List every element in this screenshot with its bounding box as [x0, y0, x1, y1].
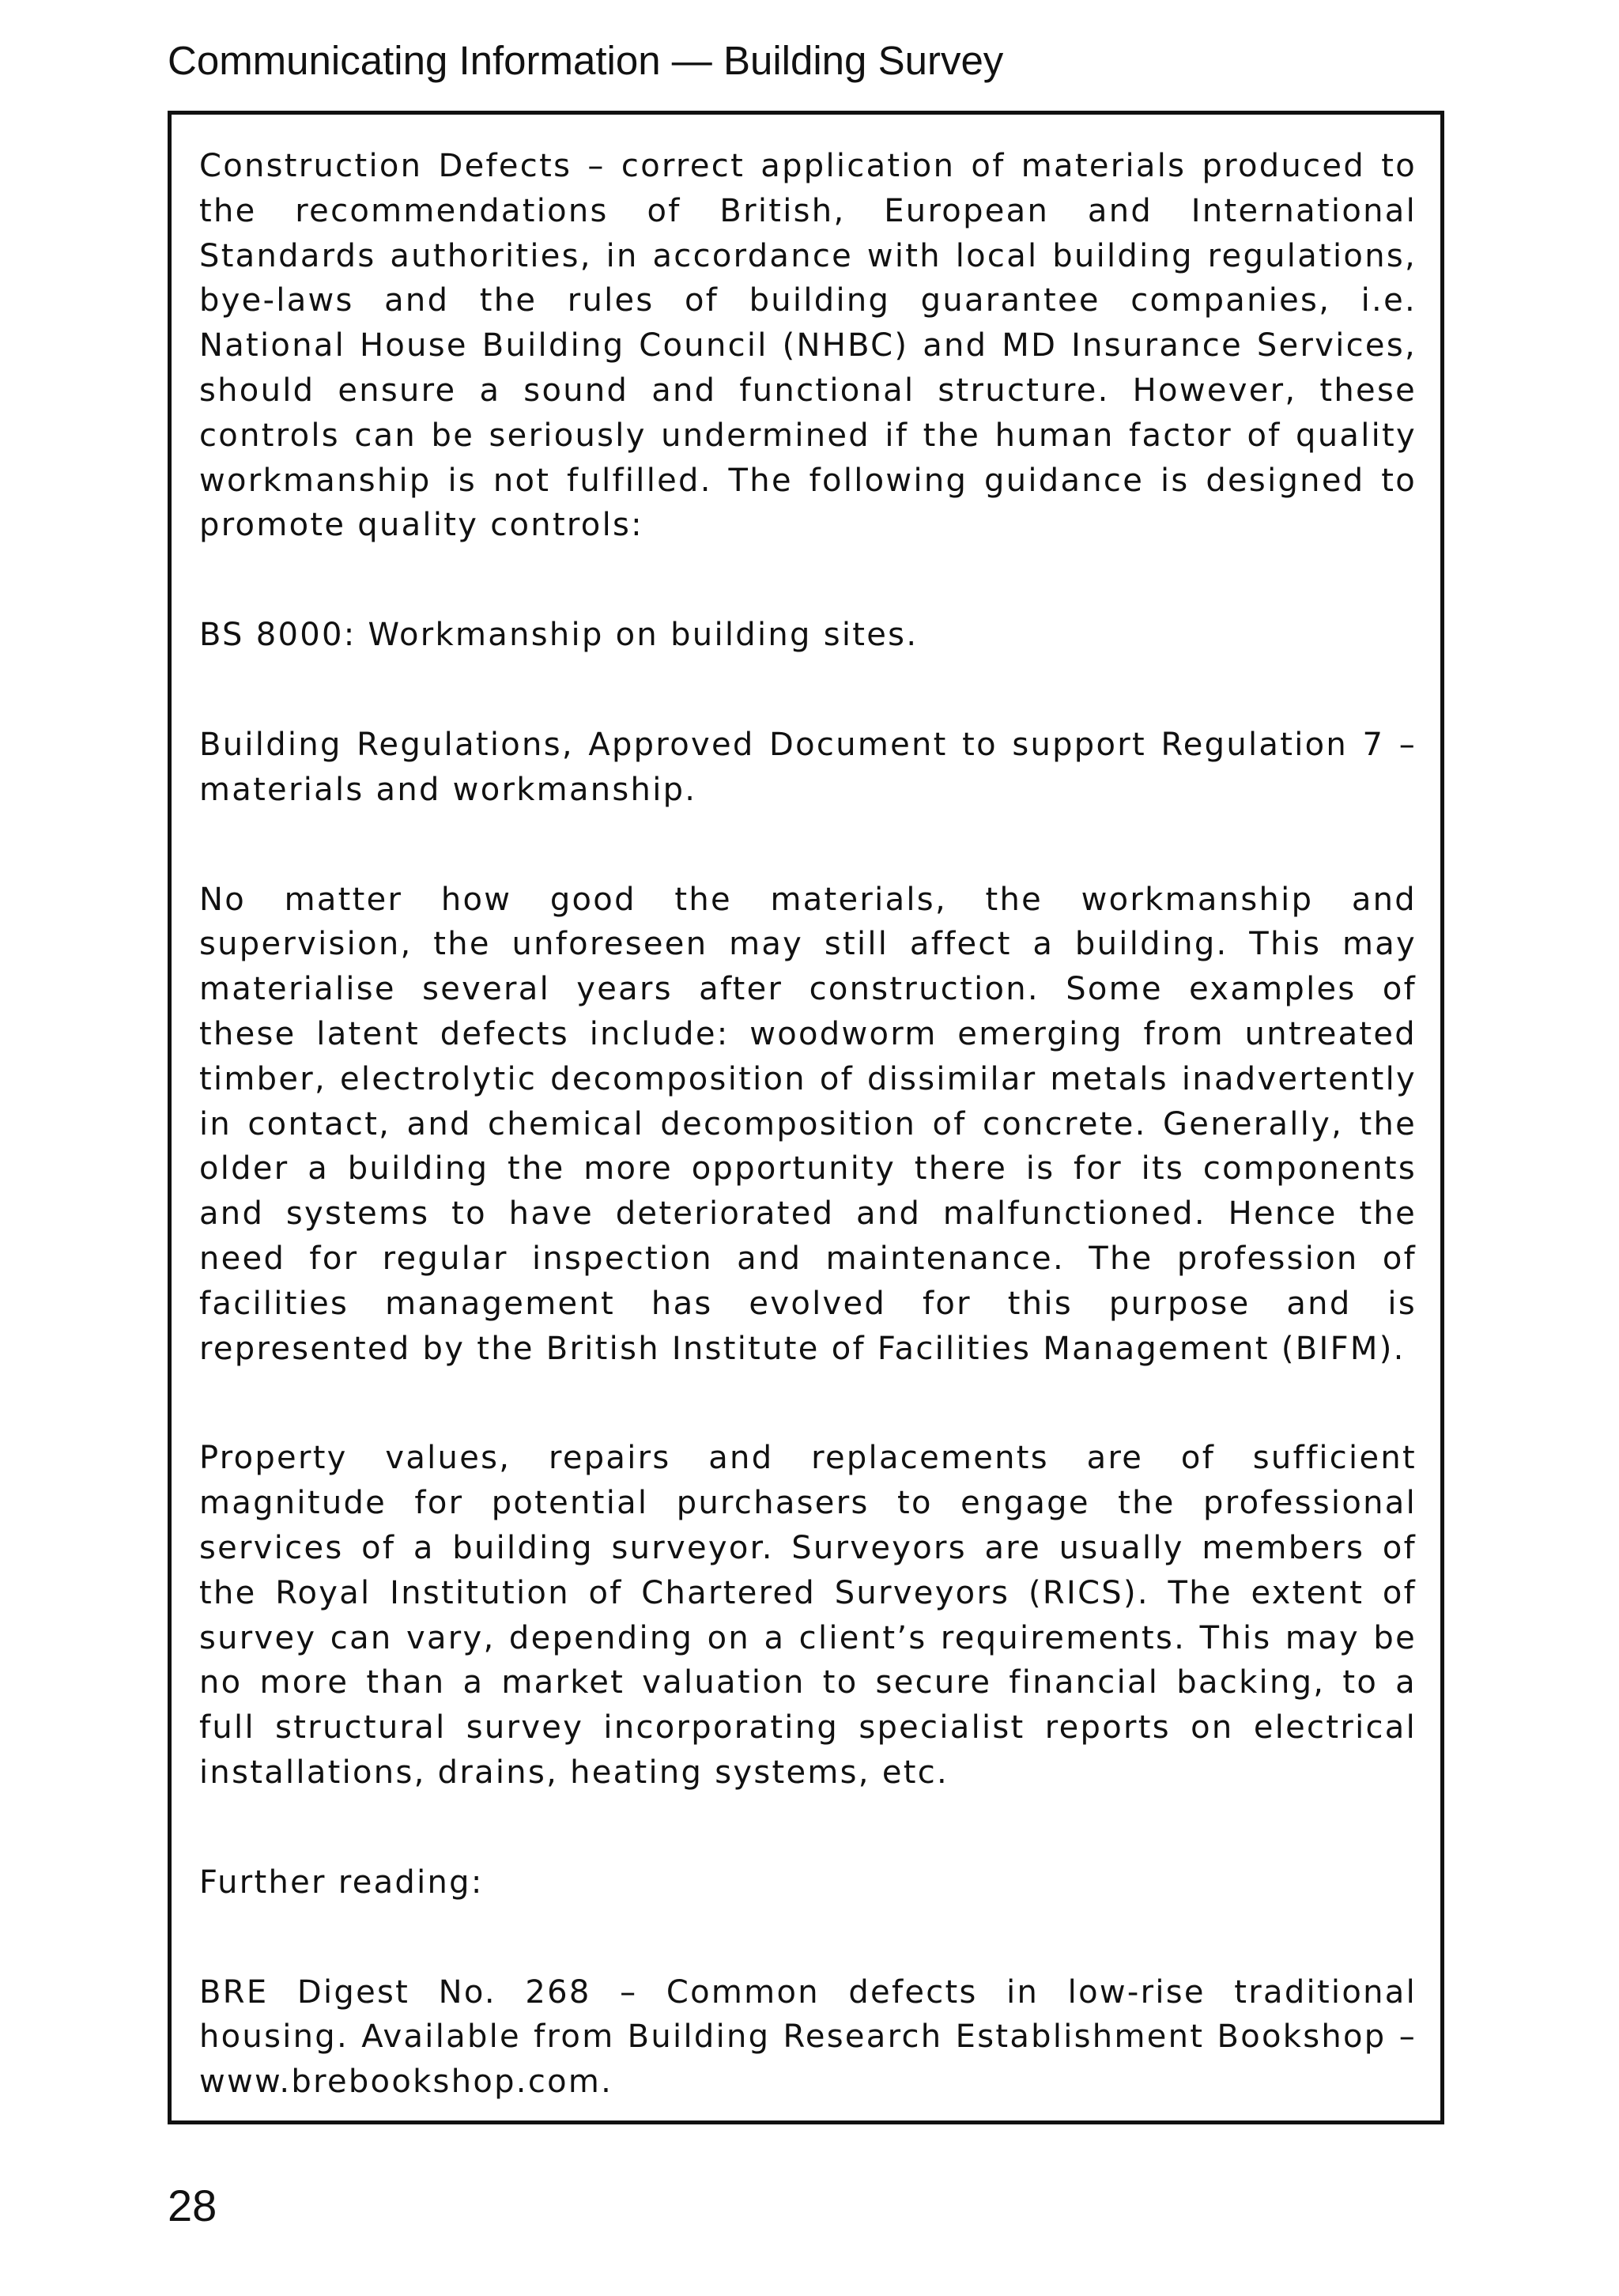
- running-header: Communicating Information — Building Survey: [168, 38, 1004, 83]
- further-reading-label: Further reading:: [199, 1864, 484, 1901]
- text-box-content: [199, 144, 1417, 2105]
- paragraph-latent-defects: No matter how good the materials, the workmanship and supervision, the unforeseen may still affect a building. This may materialise several years after construction. Some examples of these latent defects include: woodworm emerging from untreated timber, electrolytic decomposition of dissimilar metals inadvertently in contact, and chemical decomposition of concrete. Generally, the older a building the more opportunity there is for its components and systems to have deteriorated and malfunctioned. Hence the need for regular inspection and maintenance. The profession of facilities management has evolved for this purpose and is represented by the British Institute of Facilities Management (BIFM).: [199, 881, 1417, 1367]
- page-number: 28: [168, 2181, 217, 2230]
- paragraph-construction-defects: Construction Defects – correct application of materials produced to the recommendations of British, European and International Standards authorities, in accordance with local building regulations, bye-laws and the rules of building guarantee companies, i.e. National House Building Council (NHBC) and MD Insurance Services, should ensure a sound and functional structure. However, these controls can be seriously undermined if the human factor of quality workmanship is not fulfilled. The following guidance is designed to promote quality controls:: [199, 148, 1417, 544]
- paragraph-bs8000: BS 8000: Workmanship on building sites.: [199, 617, 919, 654]
- paragraph-building-regulations: Building Regulations, Approved Document to support Regulation 7 – materials and workmanship.: [199, 726, 1417, 808]
- paragraph-bre-digest: BRE Digest No. 268 – Common defects in low-rise traditional housing. Available from Building Research Establishment Bookshop – www.brebookshop.com.: [199, 1973, 1417, 2101]
- paragraph-property-survey: Property values, repairs and replacements are of sufficient magnitude for potential purchasers to engage the professional services of a building surveyor. Surveyors are usually members of the Royal Institution of Chartered Surveyors (RICS). The extent of survey can vary, depending on a client’s requirements. This may be no more than a market valuation to secure financial backing, to a full structural survey incorporating specialist reports on electrical installations, drains, heating systems, etc.: [199, 1440, 1417, 1791]
